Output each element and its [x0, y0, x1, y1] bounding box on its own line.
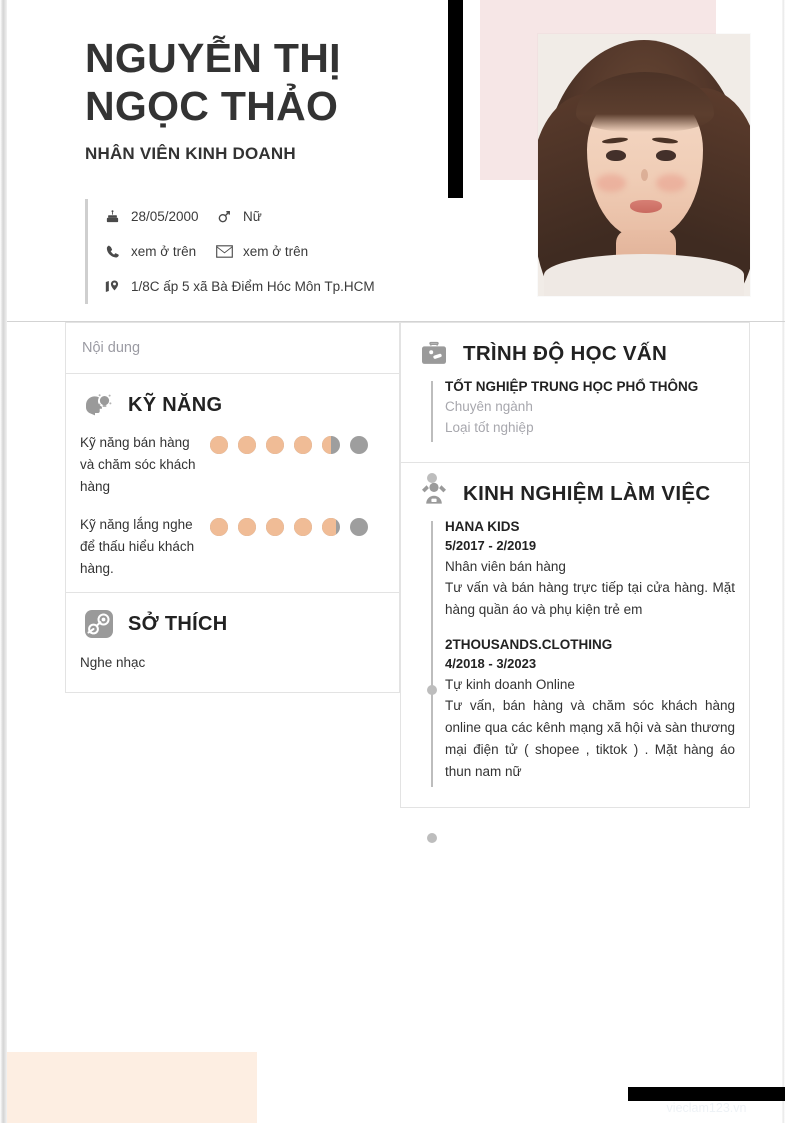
experience-role: Tự kinh doanh Online: [445, 677, 575, 692]
education-school: TỐT NGHIỆP TRUNG HỌC PHỔ THÔNG: [445, 379, 699, 394]
content-placeholder-text: Nội dung: [82, 340, 141, 356]
contact-info-list: [85, 199, 441, 304]
skill-dot: [350, 436, 368, 454]
birthday-cake-icon: [101, 207, 123, 227]
experience-company: HANA KIDS: [445, 519, 520, 534]
contact-gender-value: Nữ: [243, 209, 262, 224]
contact-email: [213, 242, 308, 262]
hobby-section-title: SỞ THÍCH: [128, 612, 228, 635]
experience-section-header: [401, 463, 749, 517]
experience-company: 2THOUSANDS.CLOTHING: [445, 637, 613, 652]
skill-dot: [322, 436, 340, 454]
skill-dot: [210, 518, 228, 536]
steam-icon: [80, 607, 118, 641]
profile-photo: [538, 34, 750, 296]
education-section-header: [401, 323, 749, 377]
contact-phone-value: xem ở trên: [131, 244, 197, 259]
skills-section: [65, 374, 400, 593]
skills-section-header: [66, 374, 399, 428]
contact-email-value: xem ở trên: [243, 244, 309, 259]
head-lightbulb-icon: [80, 388, 118, 422]
skill-dot: [266, 436, 284, 454]
education-entry: [445, 377, 735, 452]
page-left-edge-shadow: [0, 0, 7, 1123]
cv-header: [7, 0, 785, 322]
skill-dot: [350, 518, 368, 536]
experience-entry: [445, 635, 735, 797]
experience-description: Tư vấn, bán hàng và chăm sóc khách hàng online qua các kênh mạng xã hội và sàn thương mại điện tử ( shopee , tiktok ) . Mặt hàng áo thun nam nữ: [445, 698, 735, 779]
briefcase-icon: [415, 337, 453, 371]
skill-item: [66, 428, 399, 510]
skill-label: Kỹ năng lắng nghe để thấu hiểu khách hàng.: [80, 517, 195, 576]
candidate-name: NGUYỄN THỊ NGỌC THẢO: [85, 35, 341, 129]
name-block: [85, 34, 435, 164]
content-placeholder-box[interactable]: [65, 322, 400, 374]
contact-phone: [101, 242, 213, 262]
contact-birthday-value: 28/05/2000: [131, 209, 199, 224]
site-watermark: vieclam123.vn: [666, 1101, 747, 1115]
timeline-dot: [427, 473, 437, 483]
hobby-section-header: [66, 593, 399, 647]
contact-address: [101, 277, 375, 297]
experience-date: 5/2017 - 2/2019: [445, 538, 537, 553]
education-grade-placeholder[interactable]: Loại tốt nghiệp: [445, 420, 534, 435]
skill-label: Kỹ năng bán hàng và chăm sóc khách hàng: [80, 435, 196, 494]
contact-row-1: [101, 199, 441, 234]
footer-black-accent-bar: [628, 1087, 785, 1101]
experience-section-title: KINH NGHIỆM LÀM VIỆC: [463, 482, 711, 505]
right-column: [400, 322, 750, 808]
footer-peach-accent-block: [7, 1052, 257, 1123]
skill-dot: [322, 518, 340, 536]
timeline-line: [431, 521, 433, 787]
experience-role: Nhân viên bán hàng: [445, 559, 566, 574]
education-section-title: TRÌNH ĐỘ HỌC VẤN: [463, 342, 668, 365]
left-column: [65, 322, 400, 693]
header-black-accent-bar: [448, 0, 463, 198]
hobby-section: [65, 593, 400, 693]
experience-timeline: [401, 517, 749, 797]
skill-dot: [210, 436, 228, 454]
timeline-dot: [427, 685, 437, 695]
education-major-placeholder[interactable]: Chuyên ngành: [445, 399, 533, 414]
gender-icon: [213, 207, 235, 227]
skill-dot: [294, 518, 312, 536]
experience-date: 4/2018 - 3/2023: [445, 656, 537, 671]
experience-entry: [445, 517, 735, 635]
experience-description: Tư vấn và bán hàng trực tiếp tại cửa hàng. Mặt hàng quần áo và phụ kiện trẻ em: [445, 580, 735, 617]
contact-birthday: [101, 207, 213, 227]
contact-row-3: [101, 269, 441, 304]
experience-section: [400, 463, 750, 808]
skill-rating-dots[interactable]: [210, 514, 368, 536]
candidate-job-title: NHÂN VIÊN KINH DOANH: [85, 144, 296, 163]
timeline-dot: [427, 833, 437, 843]
hobby-text: Nghe nhạc: [80, 655, 146, 670]
skill-dot: [238, 518, 256, 536]
skill-item: [66, 510, 399, 592]
map-marker-icon: [101, 277, 123, 297]
skill-rating-dots[interactable]: [210, 432, 368, 454]
skills-section-title: KỸ NĂNG: [128, 393, 223, 416]
contact-gender: [213, 207, 262, 227]
contact-row-2: [101, 234, 441, 269]
skill-dot: [294, 436, 312, 454]
education-section: [400, 322, 750, 463]
envelope-icon: [213, 242, 235, 262]
education-timeline: [401, 377, 749, 452]
timeline-line: [431, 381, 433, 442]
skill-dot: [266, 518, 284, 536]
skill-dot: [238, 436, 256, 454]
phone-icon: [101, 242, 123, 262]
contact-address-value: 1/8C ấp 5 xã Bà Điểm Hóc Môn Tp.HCM: [131, 279, 375, 294]
